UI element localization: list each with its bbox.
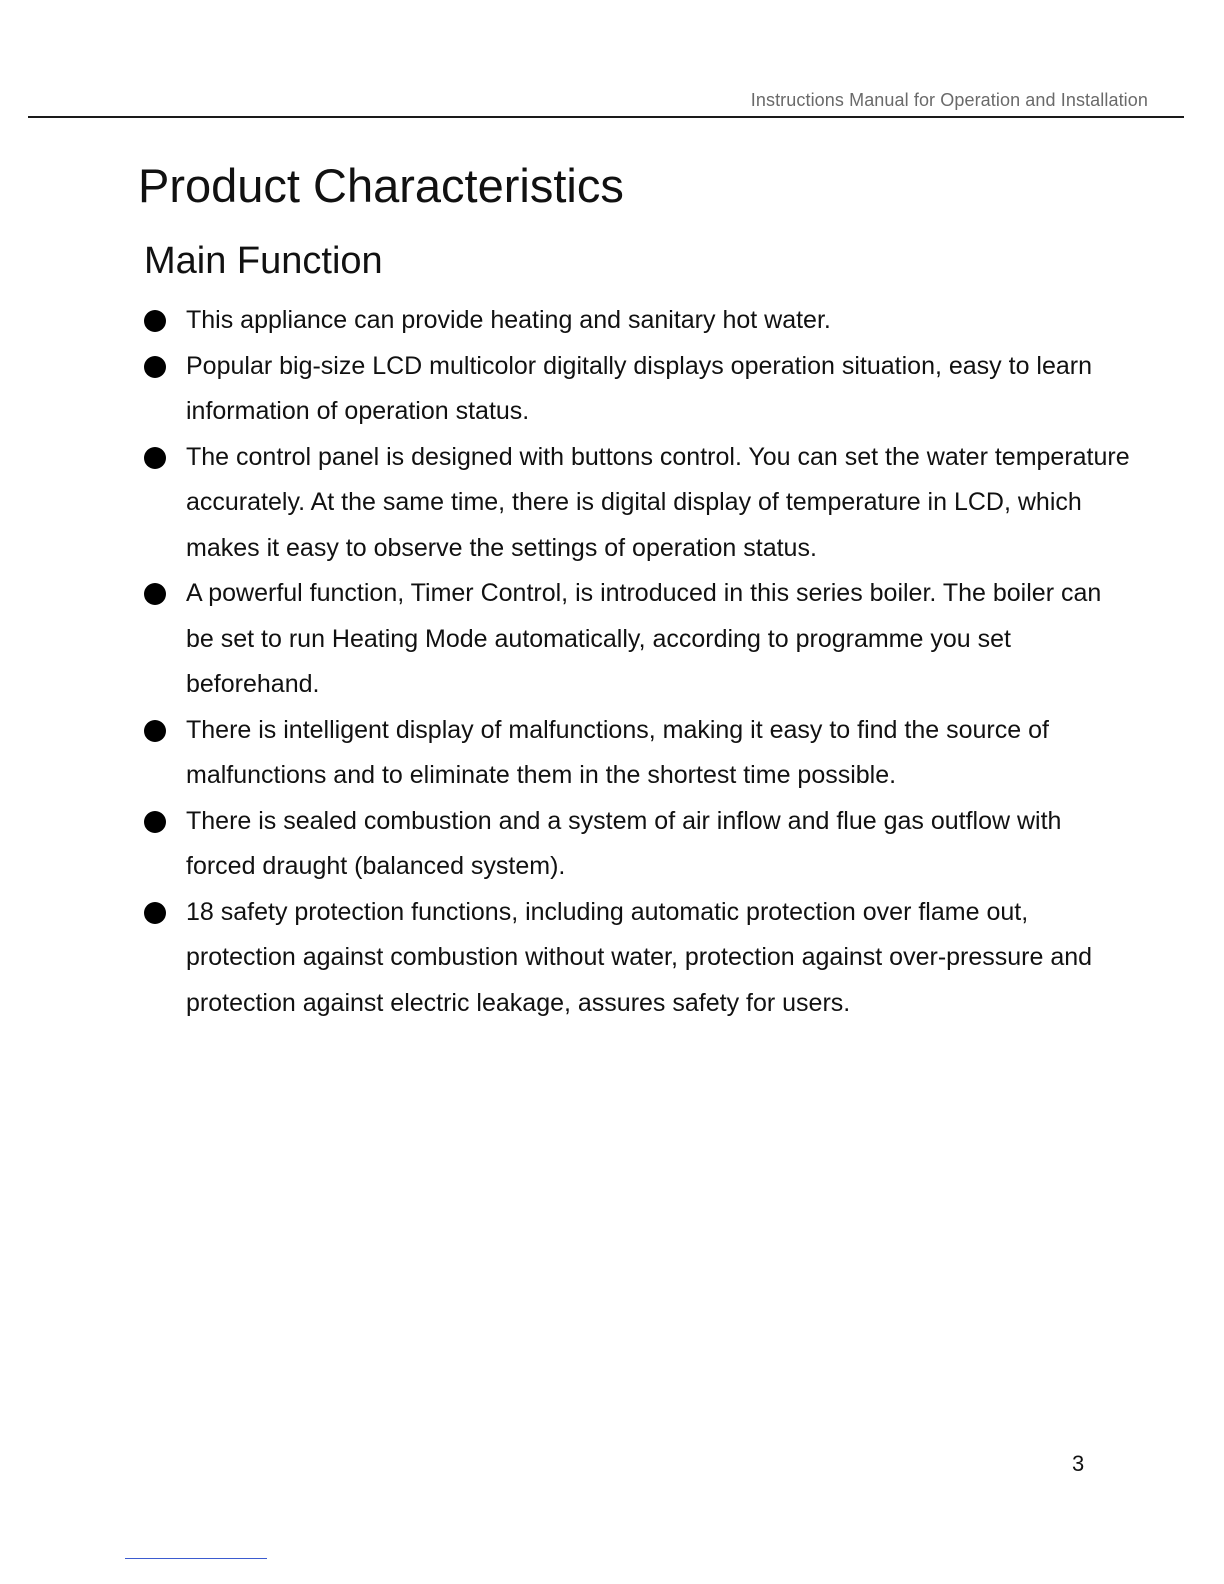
bullet-icon (144, 902, 166, 924)
list-item (140, 571, 1130, 708)
page-number: 3 (1072, 1451, 1085, 1476)
header-rule (28, 116, 1184, 118)
bullet-icon (144, 447, 166, 469)
list-item (140, 708, 1130, 799)
list-item-text: This appliance can provide heating and sanitary hot water. (186, 306, 831, 334)
bullet-icon (144, 583, 166, 605)
list-item-text: A powerful function, Timer Control, is introduced in this series boiler. The boiler can be set to run Heating Mode automatically, according to programme you set beforehand. (186, 579, 1102, 698)
bullet-icon (144, 310, 166, 332)
list-item-text: There is sealed combustion and a system of air inflow and flue gas outflow with forced draught (balanced system). (186, 806, 1062, 880)
list-item (140, 799, 1130, 890)
list-item (140, 890, 1130, 1027)
list-item-text: 18 safety protection functions, including automatic protection over flame out, protection against combustion without water, protection against over-pressure and protection against electric leakage, assures safety for users. (186, 897, 1093, 1017)
bullet-icon (144, 811, 166, 833)
list-item (140, 435, 1130, 572)
list-item (140, 344, 1130, 435)
list-item-text: There is intelligent display of malfunctions, making it easy to find the source of malfunctions and to eliminate them in the shortest time possible. (186, 715, 1049, 789)
running-header: Instructions Manual for Operation and Installation (750, 90, 1148, 110)
list-item-text: The control panel is designed with buttons control. You can set the water temperature accurately. At the same time, there is digital display of temperature in LCD, which makes it easy to observe the settings of operation status. (186, 442, 1130, 562)
list-item-text: Popular big-size LCD multicolor digitally displays operation situation, easy to learn information of operation status. (186, 351, 1093, 425)
footer-rule (125, 1558, 267, 1559)
bullet-icon (144, 720, 166, 742)
section-title: Main Function (144, 240, 383, 282)
bullet-icon (144, 356, 166, 378)
list-item (140, 298, 1130, 344)
feature-list (140, 298, 1130, 1026)
page-title: Product Characteristics (138, 159, 624, 212)
